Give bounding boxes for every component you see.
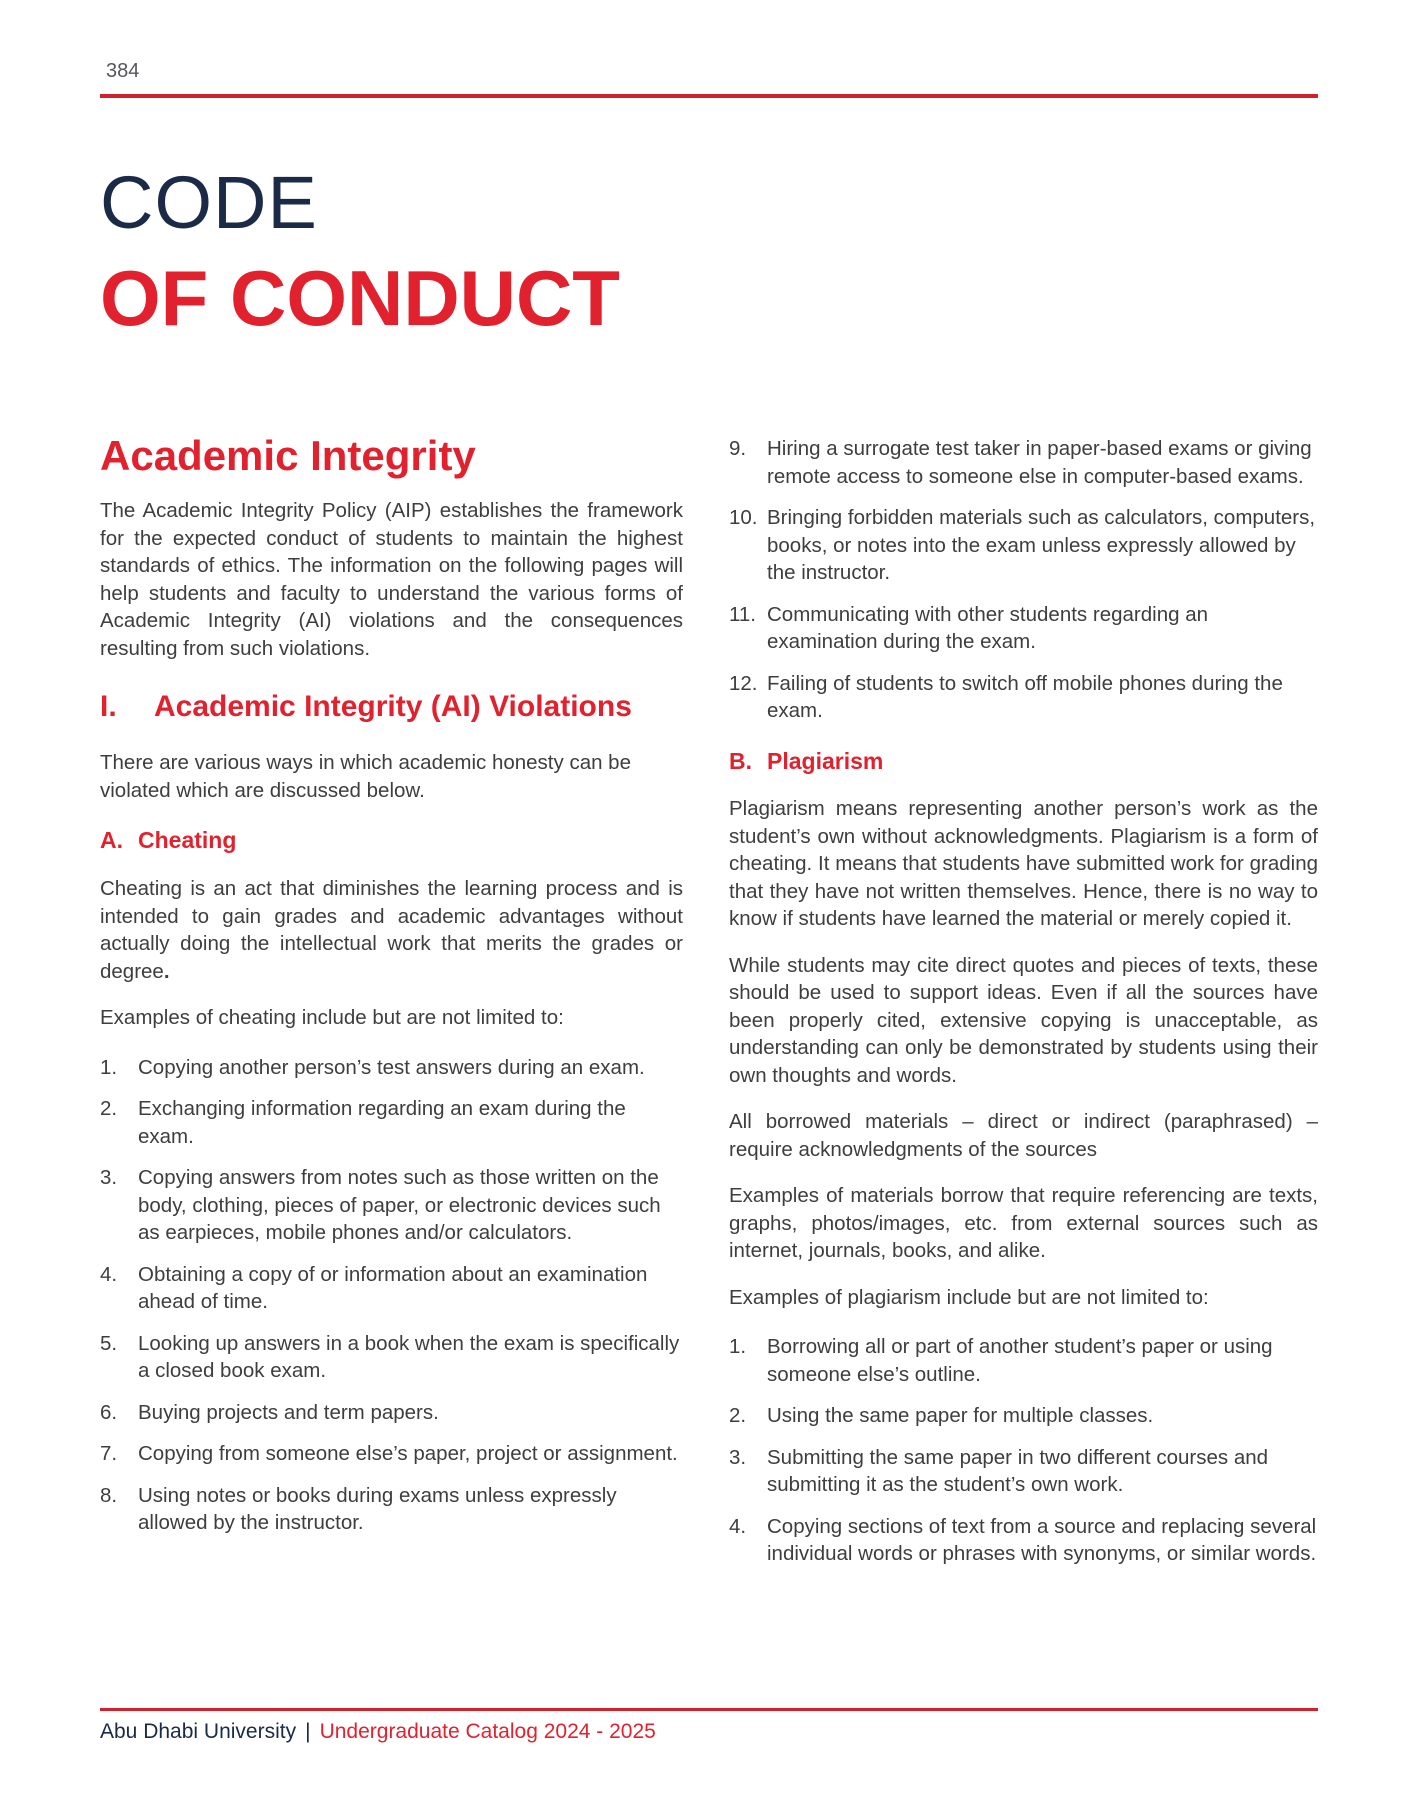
aip-intro-paragraph: The Academic Integrity Policy (AIP) establishes the framework for the expected conduct of students to maintain the highest standards of ethics. The information on the following pages will help students and faculty to understand the various forms of Academic Integrity (AI) violations and the consequences resulting from such violations. xyxy=(100,499,683,660)
list-item-text: Borrowing all or part of another student’s paper or using someone else’s outline. xyxy=(767,1335,1273,1386)
plagiarism-citing-paragraph: While students may cite direct quotes and pieces of texts, these should be used to support ideas. Even if all the sources have been properly cited, extensive copying is unacceptable, as understanding can only be demonstrated by students using their own thoughts and words. xyxy=(729,953,1318,1087)
list-item-number: 9. xyxy=(729,437,747,460)
two-column-body xyxy=(100,432,1318,1582)
list-item-text: Looking up answers in a book when the exam is specifically a closed book exam. xyxy=(138,1331,680,1383)
list-item xyxy=(729,504,1318,587)
list-item-text: Exchanging information regarding an exam during the exam. xyxy=(138,1097,626,1148)
list-item xyxy=(729,601,1318,656)
heading-ai-violations-label: I. xyxy=(100,690,117,724)
list-item xyxy=(100,1261,683,1316)
heading-ai-violations xyxy=(100,689,683,725)
cheating-list-9-12 xyxy=(729,432,1318,725)
plagiarism-borrowed-paragraph: All borrowed materials – direct or indirect (paraphrased) – require acknowledgments of the sources xyxy=(729,1110,1318,1161)
title-line-code: CODE xyxy=(100,161,318,244)
list-item-number: 10. xyxy=(729,506,758,529)
list-item-text: Bringing forbidden materials such as calculators, computers, books, or notes into the exam unless expressly allowed by the instructor. xyxy=(767,506,1316,584)
subheading-cheating xyxy=(100,826,683,855)
list-item-text: Submitting the same paper in two different courses and submitting it as the student’s own work. xyxy=(767,1445,1269,1497)
list-item-text: Obtaining a copy of or information about an examination ahead of time. xyxy=(138,1262,648,1314)
title-line-of-conduct: OF CONDUCT xyxy=(100,254,620,343)
footer-catalog-title: Undergraduate Catalog 2024 - 2025 xyxy=(319,1720,656,1743)
section-title-academic-integrity: Academic Integrity xyxy=(100,432,476,479)
list-item-text: Copying from someone else’s paper, project or assignment. xyxy=(138,1442,678,1466)
list-item-number: 3. xyxy=(100,1166,118,1190)
list-item-text: Using the same paper for multiple classes. xyxy=(767,1404,1154,1428)
list-item-text: Communicating with other students regarding an examination during the exam. xyxy=(767,602,1208,653)
page-number: 384 xyxy=(106,60,140,82)
list-item-number: 2. xyxy=(100,1097,118,1121)
subheading-cheating-label: A. xyxy=(100,827,123,854)
plagiarism-examples-lead: Examples of plagiarism include but are not limited to: xyxy=(729,1285,1209,1309)
subheading-plagiarism-label: B. xyxy=(729,747,752,774)
list-item-number: 7. xyxy=(100,1442,118,1466)
plagiarism-list-1-4 xyxy=(729,1333,1318,1568)
cheating-examples-lead: Examples of cheating include but are not limited to: xyxy=(100,1006,564,1030)
cheating-definition-period: . xyxy=(163,959,170,983)
list-item xyxy=(729,1444,1318,1499)
subheading-plagiarism-text: Plagiarism xyxy=(767,747,884,774)
list-item xyxy=(729,1402,1318,1430)
list-item-number: 6. xyxy=(100,1400,118,1424)
list-item-number: 1. xyxy=(729,1335,747,1359)
list-item-number: 5. xyxy=(100,1331,118,1355)
list-item xyxy=(729,1513,1318,1568)
violations-intro-paragraph: There are various ways in which academic honesty can be violated which are discussed below. xyxy=(100,751,631,802)
document-title xyxy=(100,161,620,343)
heading-ai-violations-text: Academic Integrity (AI) Violations xyxy=(154,690,632,724)
subheading-plagiarism xyxy=(729,747,1318,776)
list-item xyxy=(100,1095,683,1150)
cheating-definition-paragraph xyxy=(100,875,683,985)
list-item-number: 4. xyxy=(100,1262,118,1286)
footer-university-name: Abu Dhabi University xyxy=(100,1720,297,1743)
list-item-text: Hiring a surrogate test taker in paper-based exams or giving remote access to someone else in computer-based exams. xyxy=(767,437,1312,488)
list-item-text: Failing of students to switch off mobile phones during the exam. xyxy=(767,671,1283,722)
footer-rule xyxy=(100,1708,1318,1711)
plagiarism-definition-paragraph: Plagiarism means representing another person’s work as the student’s own without acknowledgments. Plagiarism is a form of cheating. It means that students have submitted work for grading that they have not written themselves. Hence, there is no way to know if students have learned the material or merely copied it. xyxy=(729,797,1318,931)
list-item xyxy=(100,1440,683,1468)
list-item-number: 12. xyxy=(729,671,758,695)
right-column xyxy=(729,432,1318,1582)
list-item xyxy=(100,1054,683,1082)
plagiarism-materials-paragraph: Examples of materials borrow that require referencing are texts, graphs, photos/images, etc. from external sources such as internet, journals, books, and alike. xyxy=(729,1184,1318,1263)
list-item-text: Using notes or books during exams unless expressly allowed by the instructor. xyxy=(138,1483,617,1535)
list-item-number: 11. xyxy=(729,602,756,626)
list-item xyxy=(729,435,1318,490)
list-item-number: 8. xyxy=(100,1483,118,1507)
list-item-number: 3. xyxy=(729,1445,747,1469)
list-item-text: Copying answers from notes such as those written on the body, clothing, pieces of paper, or electronic devices such as earpieces, mobile phones and/or calculators. xyxy=(138,1166,661,1245)
list-item xyxy=(100,1330,683,1385)
cheating-list-1-8 xyxy=(100,1054,683,1537)
list-item-text: Buying projects and term papers. xyxy=(138,1400,439,1424)
list-item xyxy=(729,1333,1318,1388)
list-item-number: 2. xyxy=(729,1404,747,1428)
subheading-cheating-text: Cheating xyxy=(138,827,237,854)
footer xyxy=(100,1719,656,1745)
list-item-text: Copying another person’s test answers during an exam. xyxy=(138,1055,645,1079)
list-item xyxy=(729,670,1318,725)
list-item-number: 1. xyxy=(100,1055,118,1079)
list-item xyxy=(100,1164,683,1247)
top-rule xyxy=(100,94,1318,98)
list-item xyxy=(100,1482,683,1537)
list-item-text: Copying sections of text from a source and replacing several individual words or phrases with synonyms, or similar words. xyxy=(767,1514,1317,1566)
list-item-number: 4. xyxy=(729,1514,747,1538)
cheating-definition-text: Cheating is an act that diminishes the learning process and is intended to gain grades and academic advantages without actually doing the intellectual work that merits the grades or degree xyxy=(100,877,683,983)
left-column xyxy=(100,432,683,1582)
footer-separator: | xyxy=(305,1720,311,1743)
list-item xyxy=(100,1399,683,1427)
